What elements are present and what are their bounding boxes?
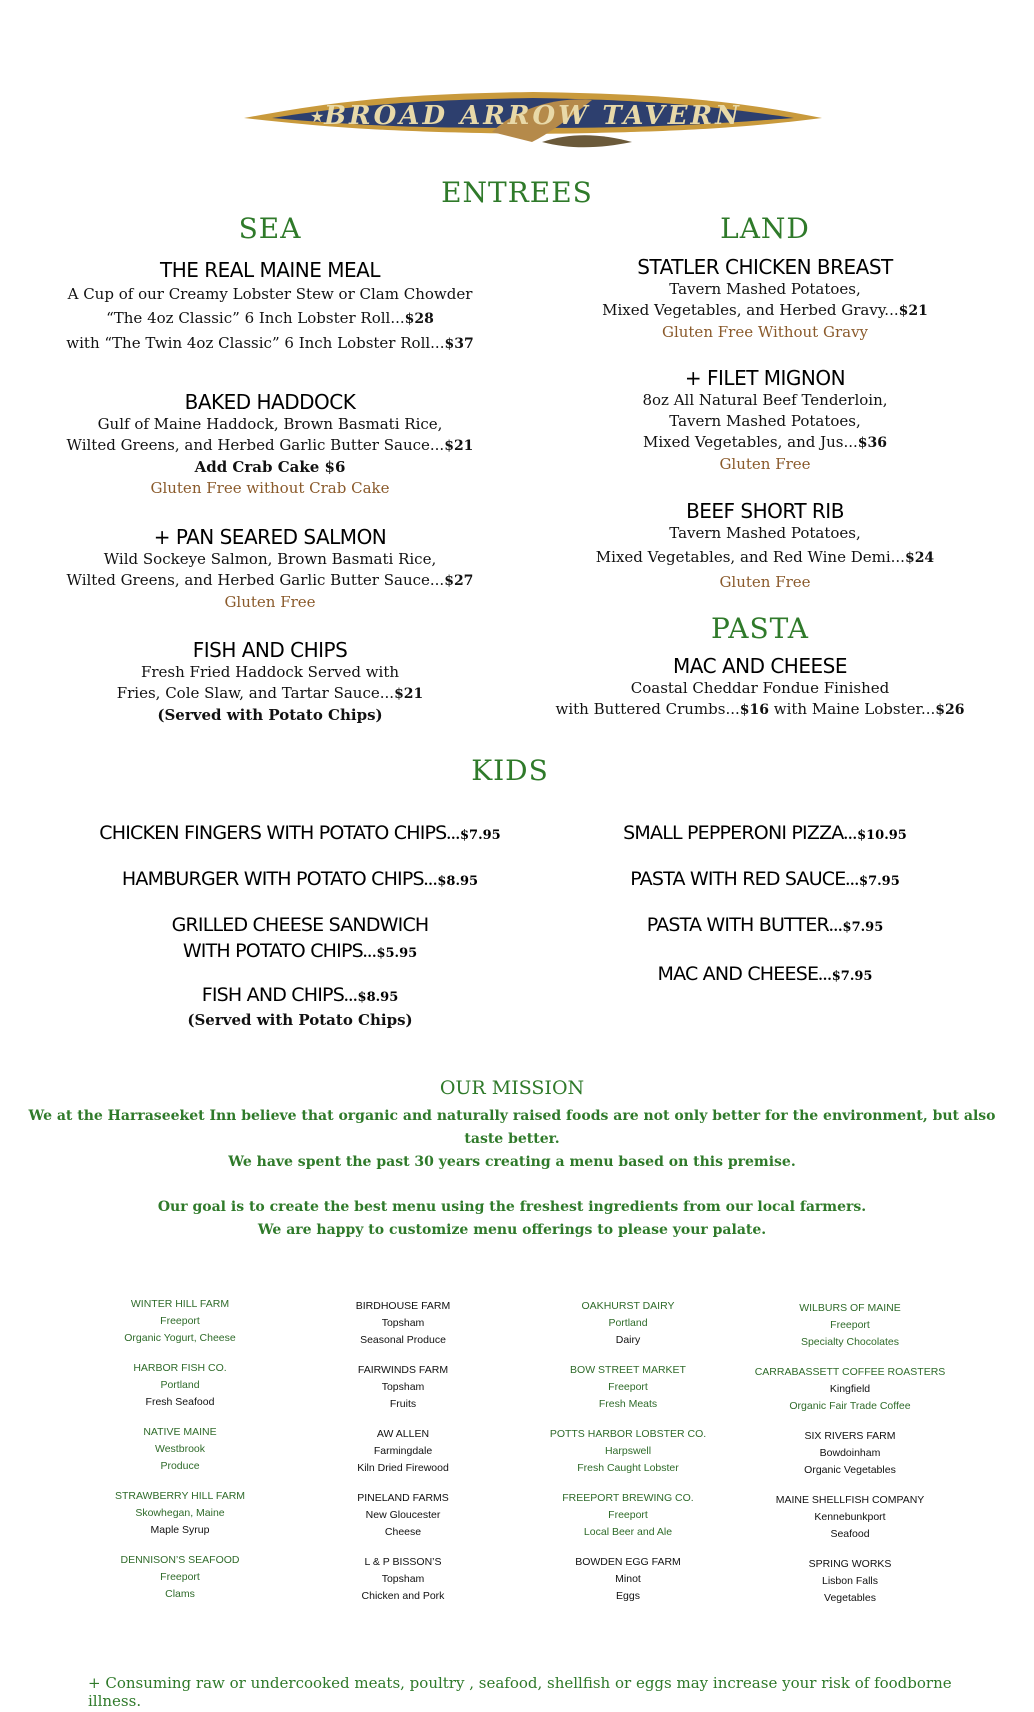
- land-title: LAND: [720, 212, 810, 245]
- item-desc-text: Mixed Vegetables, and Red Wine Demi...: [595, 548, 905, 566]
- kids-item-name: MAC AND CHEESE: [657, 963, 819, 985]
- kids-item: [60, 822, 540, 844]
- item-price: $26: [935, 702, 965, 718]
- farm-product: Maple Syrup: [150, 1524, 210, 1536]
- farm-product: Produce: [160, 1460, 200, 1472]
- item-desc-text: with “The Twin 4oz Classic” 6 Inch Lobster Roll...: [66, 334, 445, 352]
- item-price: $21: [394, 686, 424, 702]
- farm-product: Cheese: [384, 1526, 422, 1538]
- menu-item-filet-mignon: [560, 366, 970, 475]
- kids-item-price: ...$8.95: [423, 874, 479, 889]
- kids-item: [560, 822, 970, 844]
- farm-name: STRAWBERRY HILL FARM: [114, 1490, 246, 1502]
- kids-item-name: PASTA WITH RED SAUCE: [630, 868, 846, 890]
- kids-item-name: SMALL PEPPERONI PIZZA: [623, 822, 844, 844]
- farm-town: Freeport: [160, 1315, 200, 1327]
- item-price: $16: [739, 702, 769, 718]
- item-desc: [60, 333, 480, 355]
- item-desc-text: “The 4oz Classic” 6 Inch Lobster Roll...: [106, 309, 405, 327]
- tavern-logo: [242, 72, 824, 152]
- farm-name: WILBURS OF MAINE: [799, 1302, 901, 1314]
- farm-name: BIRDHOUSE FARM: [355, 1300, 451, 1312]
- mission-title: OUR MISSION: [439, 1077, 585, 1099]
- item-desc: Wild Sockeye Salmon, Brown Basmati Rice,: [103, 550, 437, 568]
- farm-town: Skowhegan, Maine: [135, 1507, 225, 1519]
- kids-item-price: ...$7.95: [845, 874, 900, 889]
- item-desc-text: with Buttered Crumbs...: [555, 700, 740, 718]
- farm-name: SPRING WORKS: [808, 1558, 892, 1570]
- farm-name: DENNISON’S SEAFOOD: [120, 1554, 240, 1566]
- farm-name: CARRABASSETT COFFEE ROASTERS: [754, 1366, 946, 1378]
- kids-item-name: FISH AND CHIPS: [201, 984, 344, 1006]
- farm-name: OAKHURST DAIRY: [581, 1300, 675, 1312]
- farms-column-2: [313, 1298, 493, 1605]
- farm-product: Dairy: [615, 1334, 641, 1346]
- kids-item-price: ...$7.95: [818, 969, 873, 984]
- menu-item-fish-and-chips: [60, 638, 480, 726]
- kids-left-column: [60, 822, 540, 1031]
- farm-entry: [750, 1492, 950, 1543]
- item-title: THE REAL MAINE MEAL: [160, 258, 380, 282]
- farm-entry: [528, 1426, 728, 1477]
- farm-town: Topsham: [381, 1381, 425, 1393]
- kids-item: [560, 868, 970, 890]
- farm-name: SIX RIVERS FARM: [804, 1430, 896, 1442]
- item-desc: Gulf of Maine Haddock, Brown Basmati Rice,: [97, 415, 443, 433]
- farm-product: Clams: [165, 1588, 195, 1600]
- item-title: BEEF SHORT RIB: [686, 499, 844, 523]
- farm-town: Kingfield: [829, 1383, 871, 1395]
- farm-name: NATIVE MAINE: [143, 1426, 217, 1438]
- menu-item-beef-short-rib: [560, 499, 970, 593]
- farm-entry: [90, 1424, 270, 1475]
- farm-name: MAINE SHELLFISH COMPANY: [775, 1494, 925, 1506]
- menu-item-real-maine-meal: [60, 258, 480, 355]
- farm-name: PINELAND FARMS: [357, 1492, 449, 1504]
- farm-town: Freeport: [608, 1381, 648, 1393]
- farm-entry: [528, 1298, 728, 1349]
- farm-entry: [528, 1554, 728, 1605]
- farm-name: WINTER HILL FARM: [130, 1298, 230, 1310]
- item-desc-text: Mixed Vegetables, and Jus...: [642, 433, 858, 451]
- star-icon: ★: [310, 107, 325, 126]
- farm-name: AW ALLEN: [376, 1428, 430, 1440]
- farm-entry: [313, 1362, 493, 1413]
- farm-name: FREEPORT BREWING CO.: [562, 1492, 694, 1504]
- gluten-free-note: Gluten Free: [224, 593, 316, 611]
- item-desc: [560, 547, 970, 569]
- gluten-free-note: Gluten Free without Crab Cake: [150, 479, 390, 497]
- kids-item-price: ...$7.95: [828, 920, 884, 935]
- kids-item-name: WITH POTATO CHIPS: [182, 940, 363, 962]
- farm-town: Minot: [615, 1573, 641, 1585]
- farm-product: Fruits: [389, 1398, 417, 1410]
- farm-town: Westbrook: [155, 1443, 205, 1455]
- item-price: $24: [904, 550, 935, 566]
- item-desc: Coastal Cheddar Fondue Finished: [630, 679, 890, 697]
- gluten-free-note: Gluten Free: [719, 455, 811, 473]
- item-desc: Tavern Mashed Potatoes,: [669, 280, 861, 298]
- item-note: (Served with Potato Chips): [157, 706, 383, 724]
- farm-entry: [750, 1364, 950, 1415]
- farm-town: Freeport: [160, 1571, 200, 1583]
- item-desc-text: Wilted Greens, and Herbed Garlic Butter Sauce...: [66, 571, 445, 589]
- kids-item: [560, 963, 970, 985]
- item-desc: [60, 683, 480, 705]
- farm-name: POTTS HARBOR LOBSTER CO.: [549, 1428, 707, 1440]
- farm-entry: [313, 1554, 493, 1605]
- farms-column-3: [528, 1298, 728, 1605]
- mission-line: We at the Harraseeket Inn believe that organic and naturally raised foods are not only better for the environment, but also taste better.: [28, 1108, 996, 1147]
- gluten-free-note: Gluten Free Without Gravy: [661, 323, 869, 341]
- item-desc: [560, 432, 970, 454]
- farm-entry: [313, 1298, 493, 1349]
- item-desc: [60, 435, 480, 457]
- farm-product: Kiln Dried Firewood: [357, 1462, 449, 1474]
- farm-product: Organic Fair Trade Coffee: [789, 1400, 911, 1412]
- kids-item: [560, 914, 970, 936]
- logo-text: BROAD ARROW TAVERN: [324, 101, 742, 131]
- farm-product: Fresh Seafood: [145, 1396, 215, 1408]
- farms-column-4: [750, 1300, 950, 1607]
- gluten-free-note: Gluten Free: [719, 573, 811, 591]
- farm-entry: [90, 1488, 270, 1539]
- kids-item: [60, 940, 540, 962]
- kids-item: [60, 984, 540, 1006]
- farm-entry: [313, 1490, 493, 1541]
- farm-entry: [90, 1360, 270, 1411]
- farm-town: Portland: [160, 1379, 200, 1391]
- item-price: $37: [444, 336, 474, 352]
- farm-town: Farmingdale: [373, 1445, 433, 1457]
- kids-item-price: ...$8.95: [343, 990, 399, 1005]
- farm-product: Local Beer and Ale: [583, 1526, 673, 1538]
- raw-food-disclaimer: + Consuming raw or undercooked meats, poultry , seafood, shellfish or eggs may increase your risk of foodborne illness.: [88, 1674, 952, 1710]
- item-desc-text: with Maine Lobster...: [768, 700, 936, 718]
- sea-title: SEA: [238, 212, 302, 245]
- item-title: BAKED HADDOCK: [184, 390, 356, 414]
- farm-entry: [90, 1296, 270, 1347]
- farm-product: Organic Yogurt, Cheese: [124, 1332, 236, 1344]
- kids-item-name: HAMBURGER WITH POTATO CHIPS: [121, 868, 424, 890]
- farm-town: New Gloucester: [365, 1509, 441, 1521]
- item-desc: Tavern Mashed Potatoes,: [669, 524, 861, 542]
- item-price: $21: [898, 303, 928, 319]
- mission-statement: [10, 1105, 1014, 1242]
- farm-name: FAIRWINDS FARM: [357, 1364, 449, 1376]
- kids-right-column: [560, 822, 970, 985]
- mission-line: Our goal is to create the best menu using the freshest ingredients from our local farmers.: [157, 1199, 867, 1215]
- farm-town: Freeport: [608, 1509, 648, 1521]
- menu-item-baked-haddock: [60, 390, 480, 499]
- item-desc: Fresh Fried Haddock Served with: [140, 663, 400, 681]
- kids-item-price: ...$5.95: [362, 946, 418, 961]
- kids-item-name: GRILLED CHEESE SANDWICH: [171, 914, 429, 936]
- kids-item-price: ...$7.95: [446, 828, 501, 843]
- item-addon: Add Crab Cake $6: [194, 458, 346, 476]
- farm-entry: [750, 1428, 950, 1479]
- kids-item-name: PASTA WITH BUTTER: [646, 914, 829, 936]
- farm-product: Seasonal Produce: [360, 1334, 446, 1346]
- farm-name: BOW STREET MARKET: [570, 1364, 686, 1376]
- item-desc: [540, 699, 980, 721]
- item-price: $36: [857, 435, 888, 451]
- farm-town: Harpswell: [604, 1445, 652, 1457]
- menu-item-mac-and-cheese: [540, 654, 980, 721]
- farm-entry: [750, 1300, 950, 1351]
- item-desc: [60, 308, 480, 330]
- farm-product: Organic Vegetables: [804, 1464, 896, 1476]
- farm-entry: [313, 1426, 493, 1477]
- farm-entry: [750, 1556, 950, 1607]
- kids-title: KIDS: [471, 754, 549, 787]
- farm-product: Chicken and Pork: [361, 1590, 445, 1602]
- kids-item: [60, 868, 540, 890]
- farm-town: Portland: [608, 1317, 648, 1329]
- farm-product: Vegetables: [824, 1592, 876, 1604]
- farm-town: Topsham: [381, 1317, 425, 1329]
- farm-product: Specialty Chocolates: [800, 1336, 900, 1348]
- item-desc: 8oz All Natural Beef Tenderloin,: [642, 391, 888, 409]
- item-title: MAC AND CHEESE: [673, 654, 847, 678]
- farm-entry: [528, 1362, 728, 1413]
- farm-product: Seafood: [830, 1528, 870, 1540]
- mission-line: We have spent the past 30 years creating a menu based on this premise.: [228, 1154, 796, 1170]
- entrees-title: ENTREES: [441, 176, 593, 209]
- pasta-title: PASTA: [710, 612, 810, 645]
- farm-product: Fresh Meats: [598, 1398, 658, 1410]
- item-title: + PAN SEARED SALMON: [153, 525, 387, 549]
- farm-town: Bowdoinham: [819, 1447, 881, 1459]
- item-desc-text: Fries, Cole Slaw, and Tartar Sauce...: [116, 684, 395, 702]
- item-desc: A Cup of our Creamy Lobster Stew or Clam Chowder: [67, 285, 473, 303]
- item-title: + FILET MIGNON: [684, 366, 846, 390]
- farm-name: BOWDEN EGG FARM: [575, 1556, 681, 1568]
- farm-entry: [90, 1552, 270, 1603]
- item-price: $28: [404, 311, 434, 327]
- item-price: $21: [444, 438, 474, 454]
- farm-product: Eggs: [616, 1590, 640, 1602]
- menu-item-pan-seared-salmon: [60, 525, 480, 613]
- item-desc: Tavern Mashed Potatoes,: [669, 412, 861, 430]
- farm-town: Topsham: [381, 1573, 425, 1585]
- farm-name: HARBOR FISH CO.: [133, 1362, 227, 1374]
- farm-name: L & P BISSON’S: [364, 1556, 442, 1568]
- item-desc: [60, 570, 480, 592]
- menu-item-statler-chicken: [560, 255, 970, 343]
- kids-item-note: (Served with Potato Chips): [187, 1011, 413, 1029]
- item-price: $27: [444, 573, 474, 589]
- farms-column-1: [90, 1296, 270, 1603]
- farm-town: Lisbon Falls: [821, 1575, 879, 1587]
- farm-town: Freeport: [830, 1319, 870, 1331]
- farm-product: Fresh Caught Lobster: [577, 1462, 679, 1474]
- item-desc: [560, 300, 970, 322]
- farm-town: Kennebunkport: [814, 1511, 886, 1523]
- mission-line: We are happy to customize menu offerings to please your palate.: [257, 1222, 767, 1238]
- item-title: FISH AND CHIPS: [192, 638, 348, 662]
- kids-item-name: CHICKEN FINGERS WITH POTATO CHIPS: [99, 822, 447, 844]
- item-desc-text: Wilted Greens, and Herbed Garlic Butter Sauce...: [66, 436, 445, 454]
- item-title: STATLER CHICKEN BREAST: [637, 255, 893, 279]
- kids-item-price: ...$10.95: [843, 828, 907, 843]
- item-desc-text: Mixed Vegetables, and Herbed Gravy...: [602, 301, 899, 319]
- farm-entry: [528, 1490, 728, 1541]
